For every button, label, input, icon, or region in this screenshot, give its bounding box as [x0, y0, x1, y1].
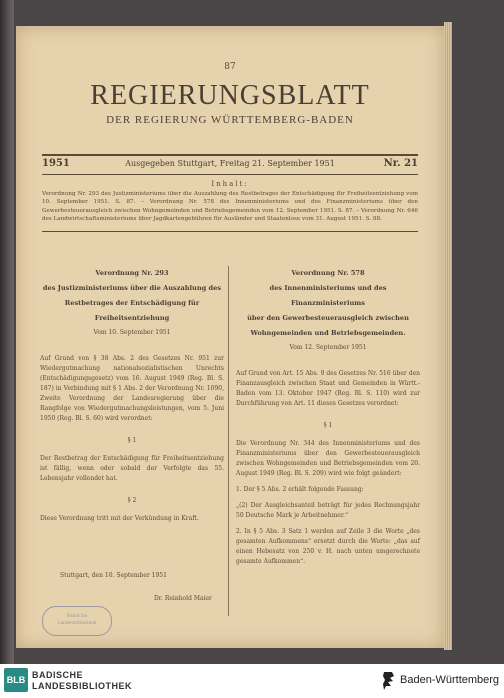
issue-number: Nr. 21	[383, 158, 418, 169]
footer-bar	[0, 664, 504, 698]
stamp-line-1: Badische	[66, 614, 88, 619]
rule-top	[42, 154, 418, 156]
left-section-2: § 2	[127, 497, 137, 504]
page-edges	[444, 22, 452, 650]
left-heading-1: Verordnung Nr. 293	[95, 269, 169, 277]
blb-name-line-2[interactable]: LANDESBIBLIOTHEK	[32, 681, 132, 691]
page-number: 87	[224, 62, 236, 72]
right-paragraph: 1. Der § 5 Abs. 2 erhält folgende Fassung:	[236, 486, 364, 493]
document-page	[16, 26, 444, 648]
right-heading-1: Verordnung Nr. 578	[291, 269, 365, 277]
blb-name-line-1[interactable]: BADISCHE	[32, 670, 84, 680]
left-column	[40, 266, 224, 530]
blb-logo-icon[interactable]: BLB	[4, 668, 28, 692]
issue-date: Ausgegeben Stuttgart, Freitag 21. September 1951	[125, 159, 335, 168]
baden-wuerttemberg-label[interactable]: Baden-Württemberg	[400, 674, 500, 686]
right-heading-4: Wohngemeinden und Betriebsgemeinden.	[250, 329, 406, 337]
rule-issue	[42, 174, 418, 175]
right-section-1: § 1	[323, 422, 333, 429]
left-date: Vom 10. September 1951	[93, 329, 171, 336]
right-paragraph: „(2) Der Ausgleichsanteil beträgt für jedes Rechnungsjahr 50 Deutsche Mark je Arbeitnehmer.“	[236, 502, 420, 519]
right-paragraph: 2. In § 5 Abs. 3 Satz 1 werden auf Zeile 3 die Worte „des gesamten Aufkommens“ ersetzt durch die Worte: „das auf einen Hebesatz von 250 v. H. nach unten umgerechnete gesamte Aufkommen“.	[236, 528, 420, 565]
book-spine	[0, 0, 14, 664]
masthead-title: REGIERUNGSBLATT	[90, 80, 370, 111]
left-heading-3: Restbetrages der Entschädigung für	[64, 299, 200, 307]
left-paragraph: Auf Grund von § 38 Abs. 2 des Gesetzes Nr. 951 zur Wiedergutmachung nationalsozialistischen Unrechts (Entschädigungsgesetz) vom 16. August 1949 (Reg. Bl. S. 187) in Verbindung mit § 1 Abs. 2 der Verordnung Nr. 1090, Zweite Verordnung der Landesregierung über die Rangfolge von Wiedergutmachungsleistungen, vom 5. Juni 1950 (Reg. Bl. S. 60) wird verordnet:	[40, 355, 224, 422]
issue-year: 1951	[42, 158, 70, 169]
contents-text: Verordnung Nr. 293 des Justizministeriums über die Auszahlung des Restbetrages der Entschädigung für Freiheitsentziehung vom 10. September 1951. S. 87. – Verordnung Nr. 578 des Innenministeriums und des Finanzministeriums über den Gewerbesteuerausgleich zwischen Wohngemeinden und Betriebsgemeinden vom 12. September 1951. S. 87. – Verordnung Nr. 646 des Landwirtschaftsministeriums über Jagdkartengebühren für Ausländer und Staatenlose vom 31. August 1951. S. 88.	[42, 191, 418, 223]
left-paragraph: Der Restbetrag der Entschädigung für Freiheitsentziehung ist fällig, wenn oder sobald der Verfolgte das 55. Lebensjahr vollendet hat.	[40, 455, 224, 482]
stamp-line-2: Landesbibliothek	[57, 621, 97, 626]
baden-wuerttemberg-lions-icon	[382, 670, 396, 692]
right-date: Vom 12. September 1951	[289, 344, 367, 351]
left-heading-2: des Justizministeriums über die Auszahlung des	[42, 284, 222, 292]
signature-place: Stuttgart, den 10. September 1951	[60, 572, 167, 579]
right-column	[236, 266, 420, 573]
left-heading-4: Freiheitsentziehung	[94, 314, 170, 322]
masthead-subtitle: DER REGIERUNG WÜRTTEMBERG-BADEN	[106, 114, 354, 126]
rule-contents	[42, 231, 418, 232]
contents-heading: Inhalt:	[211, 180, 249, 188]
left-paragraph: Diese Verordnung tritt mit der Verkündung in Kraft.	[40, 515, 199, 522]
library-stamp	[42, 606, 112, 636]
right-paragraph: Die Verordnung Nr. 344 des Innenministeriums und des Finanzministeriums über den Gewerbesteuerausgleich zwischen Wohngemeinden und Betriebsgemeinden vom 20. August 1949 (Reg. Bl. S. 209) wird wie folgt geändert:	[236, 440, 420, 477]
column-divider	[228, 266, 229, 616]
right-heading-2: des Innenministeriums und des Finanzministeriums	[269, 284, 387, 307]
signature-name: Dr. Reinhold Maier	[154, 595, 212, 602]
right-paragraph: Auf Grund von Art. 15 Abs. 9 des Gesetzes Nr. 516 über den Finanzausgleich zwischen Staat und Gemeinden in Württ.-Baden vom 13. Oktober 1947 (Reg. Bl. S. 110) wird zur Durchführung von Art. 11 dieses Gesetzes verordnet:	[236, 370, 420, 407]
right-heading-3: über den Gewerbesteuerausgleich zwischen	[247, 314, 409, 322]
left-section-1: § 1	[127, 437, 137, 444]
issue-row	[42, 158, 418, 172]
